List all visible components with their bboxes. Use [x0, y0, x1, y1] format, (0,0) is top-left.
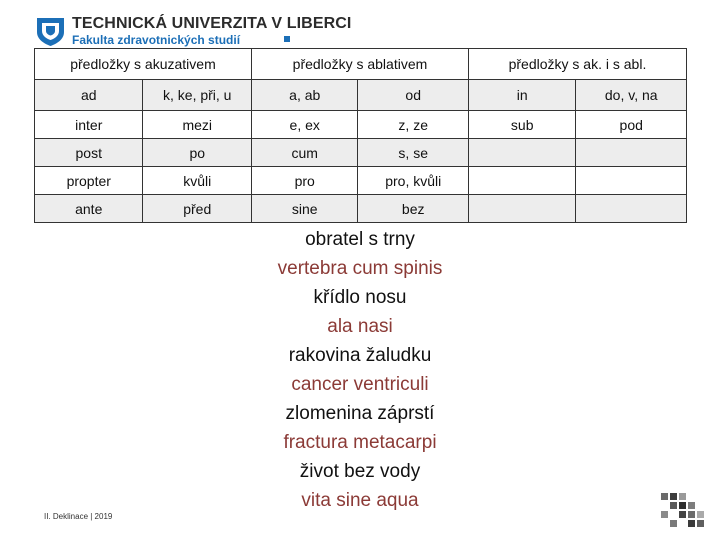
phrase-latin: cancer ventriculi: [291, 374, 429, 395]
table-row: [35, 80, 687, 111]
table-cell: sine: [251, 195, 357, 223]
table-cell: [468, 195, 575, 223]
table-cell: do, v, na: [576, 80, 687, 111]
header-both: předložky s ak. i s abl.: [468, 49, 686, 80]
table-header-row: [35, 49, 687, 80]
table-cell: [468, 139, 575, 167]
table-cell: [576, 167, 687, 195]
phrase-czech: rakovina žaludku: [288, 345, 432, 366]
table-cell: cum: [251, 139, 357, 167]
table-cell: e, ex: [251, 111, 357, 139]
table-cell: před: [143, 195, 252, 223]
phrase-czech: obratel s trny: [305, 229, 415, 250]
table-cell: od: [358, 80, 469, 111]
table-cell: k, ke, při, u: [143, 80, 252, 111]
table-cell: s, se: [358, 139, 469, 167]
table-row: [35, 167, 687, 195]
phrase-latin: fractura metacarpi: [283, 432, 437, 453]
phrase-czech: křídlo nosu: [313, 287, 407, 308]
table-cell: a, ab: [251, 80, 357, 111]
faculty-name: Fakulta zdravotnických studií: [72, 33, 241, 47]
table-cell: in: [468, 80, 575, 111]
table-cell: z, ze: [358, 111, 469, 139]
table-cell: ante: [35, 195, 143, 223]
phrase-czech: zlomenina záprstí: [285, 403, 435, 424]
logo-accent-square: [284, 36, 290, 42]
table-row: [35, 111, 687, 139]
university-name: TECHNICKÁ UNIVERZITA V LIBERCI: [72, 15, 352, 32]
example-phrases: [240, 225, 480, 515]
corner-pixel-decoration: [661, 493, 709, 533]
phrase-czech: život bez vody: [299, 461, 421, 482]
table-cell: propter: [35, 167, 143, 195]
prepositions-table: [34, 48, 687, 223]
phrase-latin: vita sine aqua: [301, 490, 419, 511]
table-cell: kvůli: [143, 167, 252, 195]
table-cell: post: [35, 139, 143, 167]
table-cell: inter: [35, 111, 143, 139]
table-cell: ad: [35, 80, 143, 111]
table-cell: mezi: [143, 111, 252, 139]
table-cell: bez: [358, 195, 469, 223]
table-row: [35, 195, 687, 223]
table-cell: pod: [576, 111, 687, 139]
header-accusative: předložky s akuzativem: [35, 49, 252, 80]
university-emblem-icon: [34, 14, 67, 47]
phrase-latin: ala nasi: [327, 316, 393, 337]
table-cell: pro, kvůli: [358, 167, 469, 195]
header-ablative: předložky s ablativem: [251, 49, 468, 80]
table-row: [35, 139, 687, 167]
table-cell: po: [143, 139, 252, 167]
footer-text: II. Deklinace | 2019: [44, 512, 113, 521]
university-logo: [34, 14, 352, 50]
table-cell: sub: [468, 111, 575, 139]
table-cell: [576, 195, 687, 223]
table-cell: [468, 167, 575, 195]
phrase-latin: vertebra cum spinis: [277, 258, 443, 279]
table-cell: pro: [251, 167, 357, 195]
table-cell: [576, 139, 687, 167]
